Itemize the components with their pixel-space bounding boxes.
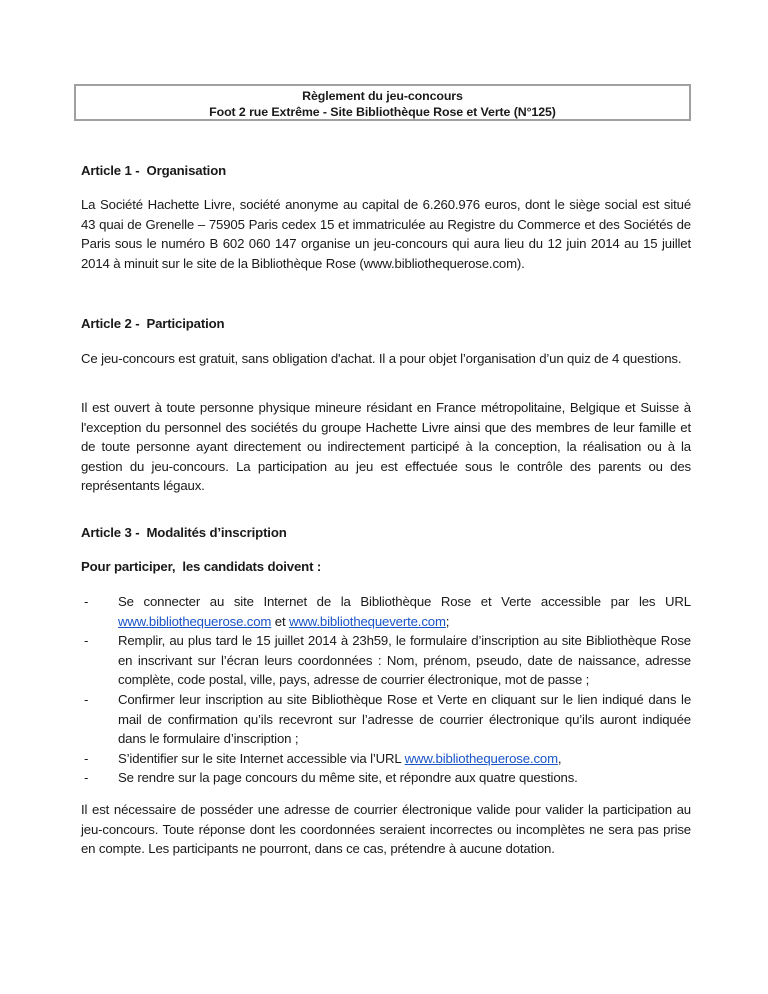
link-bibliothequerose[interactable]: www.bibliothequerose.com — [404, 750, 558, 766]
article-2-paragraph-2 — [81, 398, 691, 496]
article-3-heading: Article 3 - Modalités d’inscription — [81, 525, 287, 540]
article-2-text-2: Il est ouvert à toute personne physique mineure résidant en France métropolitaine, Belgique et Suisse à l'exception du personnel des sociétés du groupe Hachette Livre ainsi que des membres de leur famille et de toute personne ayant directement ou indirectement participé à la conception, la réalisation ou à la gestion du jeu-concours. La participation au jeu est effectuée sous le contrôle des parents ou des représentants légaux. — [81, 400, 691, 494]
link-bibliothequeverte[interactable]: www.bibliothequeverte.com — [289, 613, 446, 629]
article-2-heading: Article 2 - Participation — [81, 316, 225, 331]
list-item: - Se rendre sur la page concours du même site, et répondre aux quatre questions. — [81, 768, 691, 788]
article-2-paragraph-1 — [81, 349, 691, 369]
registration-steps-list — [81, 592, 691, 788]
list-item: - Remplir, au plus tard le 15 juillet 2014 à 23h59, le formulaire d’inscription au site Bibliothèque Rose en inscrivant sur l’écran leurs coordonnées : Nom, prénom, pseudo, date de naissance, adresse complète, code postal, ville, pays, adresse de courrier électronique, mot de passe ; — [84, 633, 691, 688]
document-title-box — [74, 84, 691, 121]
bullet-dash: - — [84, 594, 89, 609]
article-1-heading: Article 1 - Organisation — [81, 163, 227, 178]
article-3-text: Il est nécessaire de posséder une adresse de courrier électronique valide pour valider la participation au jeu-concours. Toute réponse dont les coordonnées seraient incorrectes ou incomplètes ne sera pas prise en compte. Les participants ne pourront, dans ce cas, prétendre à aucune dotation. — [81, 802, 691, 857]
document-subtitle: Foot 2 rue Extrême - Site Bibliothèque Rose et Verte (N°125) — [209, 105, 556, 119]
bullet-dash: - — [84, 770, 89, 786]
article-3-paragraph — [81, 800, 691, 859]
list-item: - Confirmer leur inscription au site Bibliothèque Rose et Verte en cliquant sur le lien indiqué dans le mail de confirmation qu’ils recevront sur l’adresse de courrier électronique qu’ils auront indiquée dans le formulaire d’inscription ; — [84, 691, 691, 747]
link-bibliothequerose[interactable]: www.bibliothequerose.com — [118, 613, 272, 629]
list-item: - S’identifier sur le site Internet accessible via l’URL www.bibliothequerose.com, — [81, 749, 691, 769]
document-title: Règlement du jeu-concours — [302, 89, 463, 103]
article-3-subheading: Pour participer, les candidats doivent : — [81, 559, 322, 574]
bullet-dash: - — [84, 633, 89, 649]
article-2-text-1: Ce jeu-concours est gratuit, sans obligation d'achat. Il a pour objet l’organisation d’un quiz de 4 questions. — [81, 351, 682, 366]
bullet-dash: - — [84, 691, 89, 707]
list-item: - Se connecter au site Internet de la Bibliothèque Rose et Verte accessible par les URL www.bibliothequerose.com et www.bibliothequeverte.com; — [84, 594, 691, 629]
article-1-text: La Société Hachette Livre, société anonyme au capital de 6.260.976 euros, dont le siège social est situé 43 quai de Grenelle – 75905 Paris cedex 15 et immatriculée au Registre du Commerce et des Sociétés de Paris sous le numéro B 602 060 147 organise un jeu-concours qui aura lieu du 12 juin 2014 au 15 juillet 2014 à minuit sur le site de la Bibliothèque Rose (www.bibliothequerose.com). — [81, 197, 691, 271]
article-1-paragraph — [81, 195, 691, 273]
bullet-dash: - — [84, 750, 89, 766]
